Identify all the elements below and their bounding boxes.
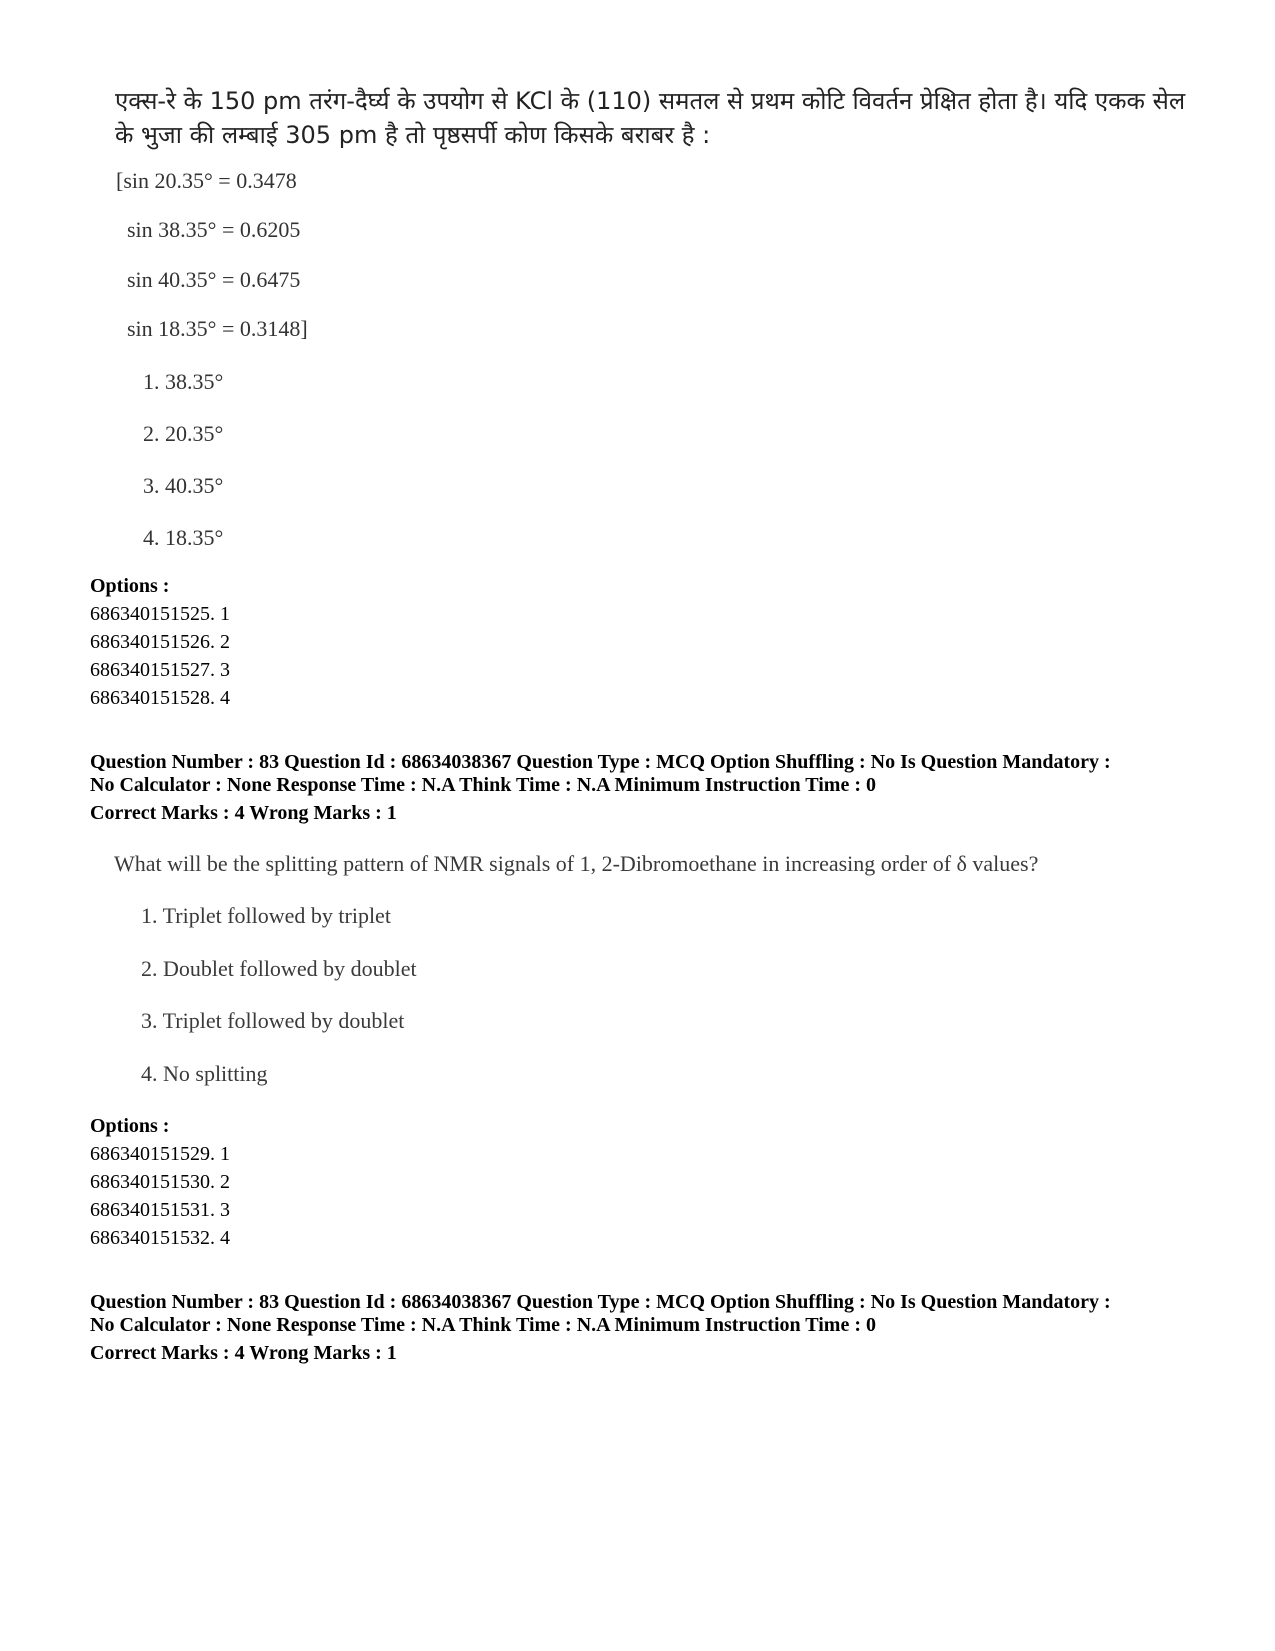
question-marks: Correct Marks : 4 Wrong Marks : 1 — [90, 1342, 397, 1364]
question-meta-line-1: Question Number : 83 Question Id : 68634038367 Question Type : MCQ Option Shuffling : No Is Question Mandatory : — [90, 1291, 1111, 1313]
answer-choice: 1. 38.35° — [143, 369, 224, 394]
answer-choice: 4. No splitting — [141, 1061, 268, 1086]
option-id: 686340151529. 1 — [90, 1143, 230, 1165]
question-meta-line-2: No Calculator : None Response Time : N.A Think Time : N.A Minimum Instruction Time : 0 — [90, 1314, 876, 1336]
answer-choice: 4. 18.35° — [143, 525, 224, 550]
answer-choice: 2. Doublet followed by doublet — [141, 956, 417, 981]
answer-choice: 2. 20.35° — [143, 421, 224, 446]
question-text-line-1: एक्स-रे के 150 pm तरंग-दैर्घ्य के उपयोग से KCl के (110) समतल से प्रथम कोटि विवर्तन प्रेक्षित होता है। यदि एकक सेल — [115, 87, 1186, 115]
question-meta-line-2: No Calculator : None Response Time : N.A Think Time : N.A Minimum Instruction Time : 0 — [90, 774, 876, 796]
answer-choice: 3. 40.35° — [143, 473, 224, 498]
answer-choice: 1. Triplet followed by triplet — [141, 903, 391, 928]
option-id: 686340151528. 4 — [90, 687, 230, 709]
answer-choice: 3. Triplet followed by doublet — [141, 1008, 405, 1033]
given-value: sin 38.35° = 0.6205 — [127, 217, 301, 242]
options-label: Options : — [90, 575, 170, 597]
option-id: 686340151532. 4 — [90, 1227, 230, 1249]
question-text: What will be the splitting pattern of NMR signals of 1, 2-Dibromoethane in increasing order of δ values? — [114, 851, 1039, 876]
question-text-line-2: के भुजा की लम्बाई 305 pm है तो पृष्ठसर्पी कोण किसके बराबर है : — [115, 121, 711, 149]
option-id: 686340151531. 3 — [90, 1199, 230, 1221]
option-id: 686340151530. 2 — [90, 1171, 230, 1193]
given-value: sin 40.35° = 0.6475 — [127, 267, 301, 292]
option-id: 686340151526. 2 — [90, 631, 230, 653]
question-marks: Correct Marks : 4 Wrong Marks : 1 — [90, 802, 397, 824]
option-id: 686340151525. 1 — [90, 603, 230, 625]
given-value: [sin 20.35° = 0.3478 — [116, 168, 297, 193]
given-value: sin 18.35° = 0.3148] — [127, 316, 308, 341]
options-label: Options : — [90, 1115, 170, 1137]
option-id: 686340151527. 3 — [90, 659, 230, 681]
question-meta-line-1: Question Number : 83 Question Id : 68634038367 Question Type : MCQ Option Shuffling : No Is Question Mandatory : — [90, 751, 1111, 773]
